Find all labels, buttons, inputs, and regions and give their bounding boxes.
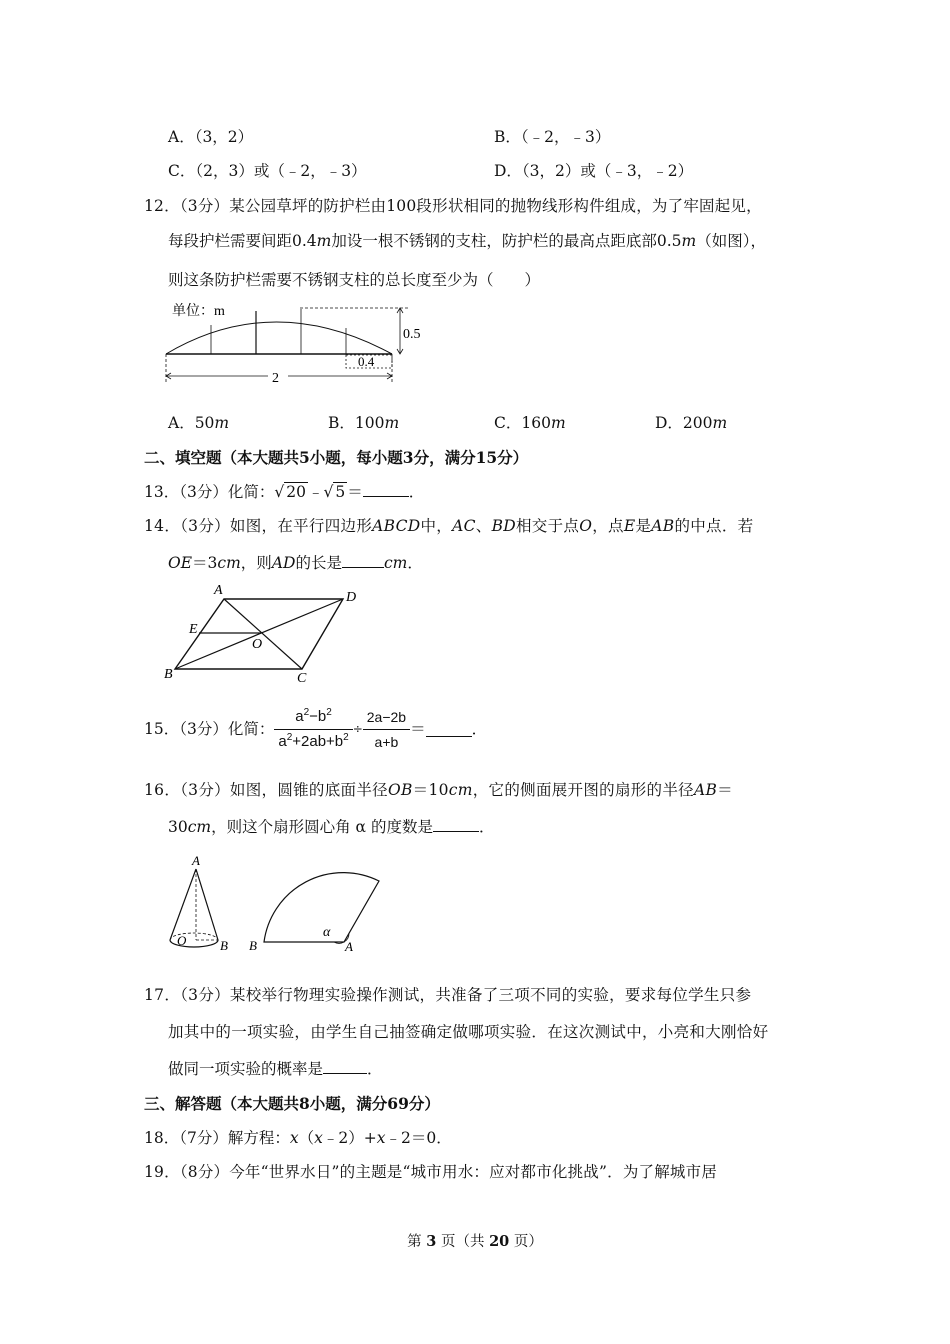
q14-line1: 14．（3分）如图，在平行四边形ABCD中，AC、BD相交于点O，点E是AB的中点．若 bbox=[144, 517, 754, 535]
section-3-title: 三、解答题（本大题共8小题，满分69分） bbox=[144, 1094, 440, 1113]
q12-fence-figure bbox=[150, 296, 440, 392]
cone-side-right bbox=[196, 869, 218, 940]
q14-parallelogram-figure bbox=[158, 583, 368, 685]
page-footer: 第 3 页（共 20 页） bbox=[407, 1233, 543, 1250]
q18: 18．（7分）解方程：x（x﹣2）+x﹣2＝0． bbox=[144, 1129, 452, 1147]
svg-text:A: A bbox=[345, 939, 353, 954]
parabola-arc bbox=[166, 322, 392, 354]
q17-line3: 做同一项实验的概率是 ． bbox=[168, 1060, 383, 1078]
svg-text:D: D bbox=[346, 590, 357, 605]
q15-fraction-1: $\frac{a^2-b^2}{a^2+2ab+b^2}$ bbox=[274, 707, 352, 752]
q12-line1: 12．（3分）某公园草坪的防护栏由100段形状相同的抛物线形构件组成，为了牢固起见， bbox=[144, 197, 762, 215]
q12-option-b: B．100m bbox=[328, 414, 400, 432]
svg-text:E: E bbox=[189, 622, 198, 637]
q12-option-c: C．160m bbox=[494, 414, 566, 432]
svg-text:O: O bbox=[252, 637, 263, 652]
q15-fraction-2: $\frac{2a-2b}{a+b}$ bbox=[363, 707, 410, 752]
q15-answer-blank bbox=[426, 722, 472, 737]
height-label: 0.5 bbox=[403, 327, 421, 342]
unit-label: 单位：m bbox=[172, 304, 225, 319]
q11-option-d: D．（3，2）或（﹣3，﹣2） bbox=[494, 162, 694, 180]
svg-text:A: A bbox=[214, 583, 223, 598]
q13-answer-blank bbox=[363, 482, 409, 497]
svg-text:B: B bbox=[249, 938, 257, 953]
q12-line2: 每段护栏需要间距0.4m加设一根不锈钢的支柱，防护栏的最高点距底部0.5m（如图）， bbox=[168, 232, 766, 250]
q17-answer-blank bbox=[323, 1059, 367, 1074]
q15: 15．（3分）化简： $\frac{a^2-b^2}{a^2+2ab+b^2}$ ÷ $\frac{2a-2b}{a+b}$ ＝ ． bbox=[144, 706, 488, 750]
q17-line1: 17．（3分）某校举行物理实验操作测试，共准备了三项不同的实验，要求每位学生只参 bbox=[144, 986, 752, 1004]
cone-side-left bbox=[170, 869, 196, 940]
q14-answer-blank bbox=[342, 553, 384, 568]
q16-line1: 16．（3分）如图，圆锥的底面半径OB＝10cm，它的侧面展开图的扇形的半径AB＝ bbox=[144, 781, 733, 799]
q16-cone-figure bbox=[160, 850, 390, 960]
q19-line1: 19．（8分）今年“世界水日”的主题是“城市用水：应对都市化挑战”．为了解城市居 bbox=[144, 1163, 718, 1181]
q17-line2: 加其中的一项实验，由学生自己抽签确定做哪项实验．在这次测试中，小亮和大刚恰好 bbox=[168, 1023, 769, 1041]
section-2-title: 二、填空题（本大题共5小题，每小题3分，满分15分） bbox=[144, 448, 529, 467]
svg-text:A: A bbox=[192, 853, 200, 868]
q12-line3: 则这条防护栏需要不锈钢支柱的总长度至少为（ ） bbox=[168, 271, 541, 289]
q14-line2: OE＝3cm，则AD的长是 cm． bbox=[168, 554, 423, 572]
q11-option-b: B．（﹣2，﹣3） bbox=[494, 128, 611, 146]
svg-text:C: C bbox=[297, 671, 307, 685]
q11-option-a: A．（3，2） bbox=[168, 128, 254, 146]
diagonal-ac bbox=[224, 599, 302, 669]
svg-text:O: O bbox=[177, 933, 187, 948]
svg-text:α: α bbox=[323, 925, 331, 940]
width-label: 2 bbox=[272, 371, 279, 386]
svg-text:B: B bbox=[164, 667, 173, 682]
q16-line2: 30cm，则这个扇形圆心角 α 的度数是 ． bbox=[168, 818, 495, 836]
q13: 13．（3分）化简：√ 20 ﹣√ 5 ＝ ． bbox=[144, 483, 425, 501]
q12-option-a: A．50m bbox=[168, 414, 230, 432]
q11-option-c: C．（2，3）或（﹣2，﹣3） bbox=[168, 162, 367, 180]
spacing-label: 0.4 bbox=[358, 354, 375, 369]
sector-figure bbox=[264, 873, 379, 942]
q16-answer-blank bbox=[433, 817, 479, 832]
q12-option-d: D．200m bbox=[655, 414, 728, 432]
svg-text:B: B bbox=[220, 938, 228, 953]
